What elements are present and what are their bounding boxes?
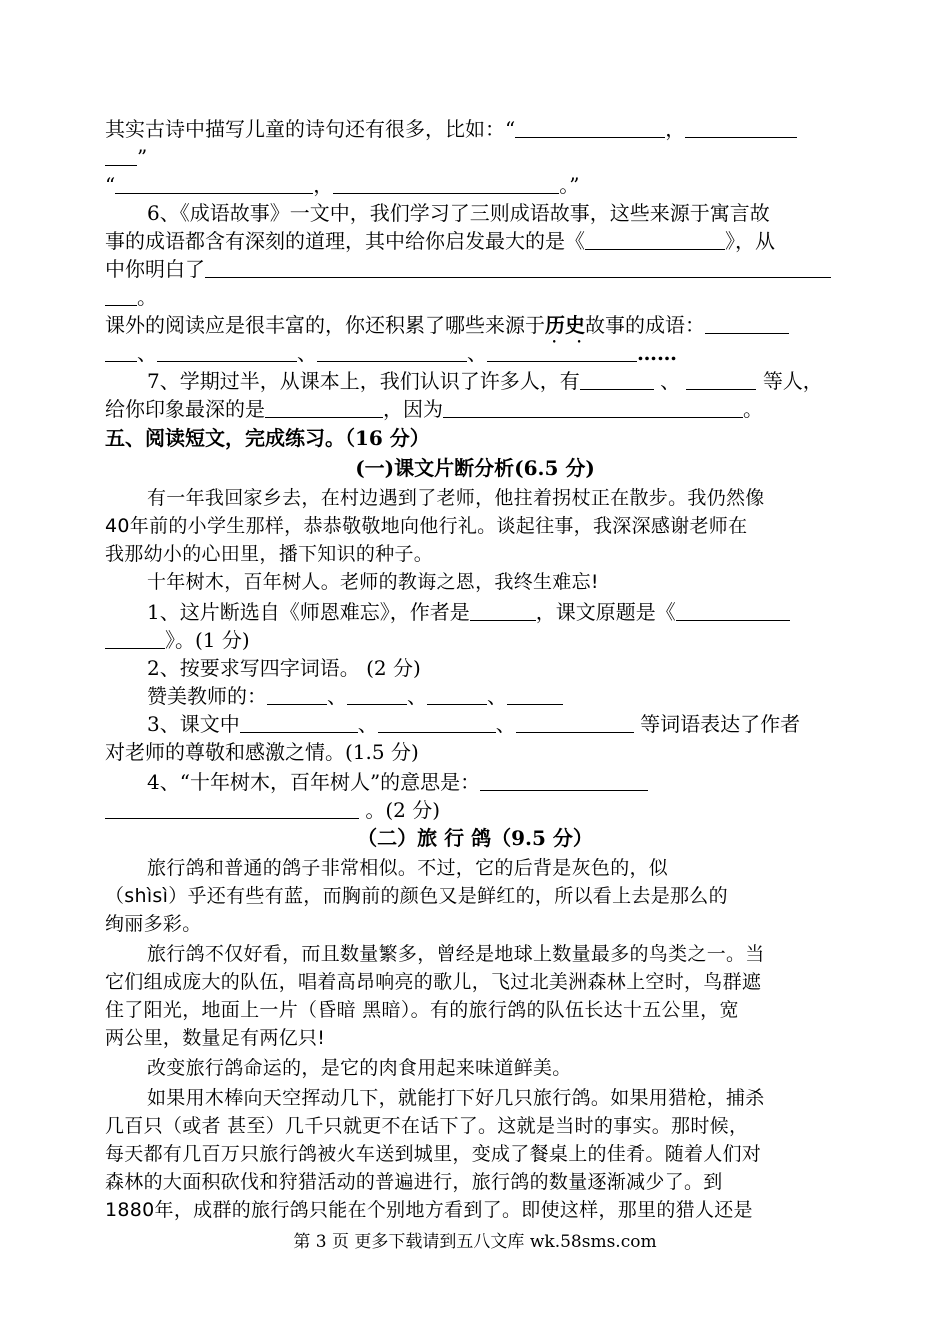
passage-line: 我那幼小的心田里，播下知识的种子。	[105, 543, 434, 565]
answer-blank[interactable]	[157, 341, 297, 362]
q6-line4: 。	[105, 283, 157, 311]
story-line: 旅行鸽和普通的鸽子非常相似。不过，它的后背是灰色的，似	[147, 857, 669, 879]
answer-blank[interactable]	[333, 173, 559, 194]
q7-line2: 给你印象最深的是 ，因为 。	[105, 397, 763, 421]
story-line: 每天都有几百万只旅行鸽被火车送到城里，变成了餐桌上的佳肴。随着人们对	[105, 1143, 762, 1165]
answer-blank[interactable]	[205, 257, 831, 278]
answer-blank[interactable]	[515, 117, 665, 138]
poem-prompt-line-cont: ”	[105, 143, 147, 171]
q6-line1: 6、《成语故事》一文中，我们学习了三则成语故事，这些来源于寓言故	[147, 201, 770, 225]
passage-line: 十年树木，百年树人。老师的教诲之恩，我终生难忘!	[147, 571, 599, 593]
answer-blank[interactable]	[267, 684, 327, 705]
part1-q2: 2、按要求写四字词语。 (2 分)	[147, 656, 421, 680]
answer-blank[interactable]	[705, 313, 789, 334]
answer-blank[interactable]	[105, 628, 165, 649]
story-line: 它们组成庞大的队伍，唱着高昂响亮的歌儿，飞过北美洲森林上空时，鸟群遮	[105, 971, 762, 993]
answer-blank[interactable]	[347, 684, 407, 705]
story-line: 绚丽多彩。	[105, 913, 202, 935]
answer-blank[interactable]	[427, 684, 487, 705]
answer-blank[interactable]	[686, 369, 756, 390]
part1-q3: 3、课文中 、 、 等词语表达了作者	[147, 712, 801, 736]
story-line: 两公里，数量足有两亿只!	[105, 1027, 326, 1049]
q6-extra-blanks: 、 、 、 ……	[105, 339, 677, 367]
answer-blank[interactable]	[265, 397, 383, 418]
idiom-blank[interactable]	[585, 229, 725, 250]
part1-q1: 1、这片断选自《师恩难忘》，作者是 ，课文原题是《	[147, 598, 790, 626]
part2-title: （二）旅 行 鸽（9.5 分）	[357, 826, 593, 850]
story-line: 住了阳光，地面上一片（昏暗 黑暗）。有的旅行鸽的队伍长达十五公里，宽	[105, 999, 739, 1021]
answer-blank[interactable]	[685, 117, 797, 138]
answer-blank[interactable]	[105, 145, 137, 166]
q7-line1: 7、学期过半，从课本上，我们认识了许多人，有 、 等人，	[147, 369, 823, 393]
answer-blank[interactable]	[105, 285, 137, 306]
emphasized-word: 历史 • •	[545, 313, 585, 337]
part1-title: (一)课文片断分析(6.5 分)	[355, 456, 595, 480]
story-line: 如果用木棒向天空挥动几下，就能打下好几只旅行鸽。如果用猎枪，捕杀	[147, 1087, 765, 1109]
answer-blank[interactable]	[115, 173, 313, 194]
answer-blank[interactable]	[480, 770, 648, 791]
answer-blank[interactable]	[470, 600, 536, 621]
answer-blank[interactable]	[580, 369, 654, 390]
passage-line: 有一年我回家乡去，在村边遇到了老师，他拄着拐杖正在散步。我仍然像	[147, 487, 765, 509]
answer-blank[interactable]	[240, 712, 358, 733]
poem-second-line: “ ， 。”	[105, 173, 580, 197]
section-heading: 五、阅读短文，完成练习。（16 分）	[105, 426, 430, 450]
part1-q4: 4、“十年树木，百年树人”的意思是：	[147, 768, 648, 796]
part1-q4-cont: 。(2 分)	[105, 796, 440, 824]
story-line: 旅行鸽不仅好看，而且数量繁多，曾经是地球上数量最多的鸟类之一。当	[147, 943, 765, 965]
passage-line: 40年前的小学生那样，恭恭敬敬地向他行礼。谈起往事，我深深感谢老师在	[105, 515, 748, 537]
q6-extra-line: 课外的阅读应是很丰富的，你还积累了哪些来源于历史 • •故事的成语：	[105, 311, 789, 339]
answer-blank[interactable]	[507, 684, 563, 705]
part1-q3-cont: 对老师的尊敬和感激之情。(1.5 分)	[105, 740, 419, 764]
page-footer: 第 3 页 更多下载请到五八文库 wk.58sms.com	[293, 1232, 657, 1252]
answer-blank[interactable]	[487, 341, 637, 362]
answer-blank[interactable]	[676, 600, 790, 621]
story-line: 改变旅行鸽命运的，是它的肉食用起来味道鲜美。	[147, 1057, 572, 1079]
part1-q1-cont: 》。(1 分)	[105, 626, 250, 654]
answer-blank[interactable]	[378, 712, 496, 733]
story-line: （shìsì）乎还有些有蓝，而胸前的颜色又是鲜红的，所以看上去是那么的	[105, 885, 728, 907]
answer-blank[interactable]	[105, 798, 359, 819]
q6-line2: 事的成语都含有深刻的道理，其中给你启发最大的是《 》，从	[105, 229, 775, 253]
answer-blank[interactable]	[105, 341, 137, 362]
answer-blank[interactable]	[443, 397, 743, 418]
part1-q2-praise: 赞美教师的： 、 、 、	[147, 682, 563, 710]
story-line: 森林的大面积砍伐和狩猎活动的普遍进行，旅行鸽的数量逐渐减少了。到	[105, 1171, 723, 1193]
q6-line3: 中你明白了	[105, 255, 831, 283]
story-line: 1880年，成群的旅行鸽只能在个别地方看到了。即使这样，那里的猎人还是	[105, 1199, 753, 1221]
answer-blank[interactable]	[516, 712, 634, 733]
story-line: 几百只（或者 甚至）几千只就更不在话下了。这就是当时的事实。那时候，	[105, 1115, 749, 1137]
poem-prompt-line: 其实古诗中描写儿童的诗句还有很多，比如：“ ，	[105, 115, 797, 143]
answer-blank[interactable]	[317, 341, 467, 362]
